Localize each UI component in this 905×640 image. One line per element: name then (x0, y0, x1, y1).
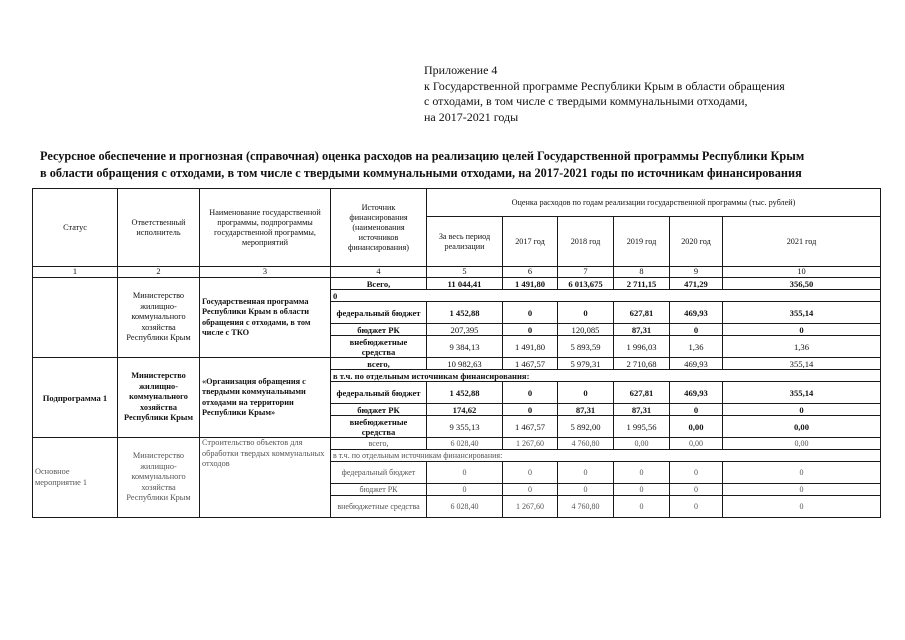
value-cell: 0,00 (670, 438, 723, 450)
value-cell: 9 384,13 (427, 336, 503, 358)
source-cell: бюджет РК (331, 404, 427, 416)
value-cell: 1 452,88 (427, 382, 503, 404)
value-cell: 120,085 (558, 324, 614, 336)
value-cell: 207,395 (427, 324, 503, 336)
executor-cell: Министерство жилищно-коммунального хозяйства Республики Крым (118, 438, 200, 518)
value-cell: 1 467,57 (503, 358, 558, 370)
value-cell: 0,00 (670, 416, 723, 438)
value-cell: 1 267,60 (503, 438, 558, 450)
source-cell: федеральный бюджет (331, 462, 427, 484)
source-cell: бюджет РК (331, 484, 427, 496)
value-cell: 0 (614, 462, 670, 484)
appendix-line: с отходами, в том числе с твердыми коммунальными отходами, (424, 94, 748, 108)
value-cell: 1 491,80 (503, 336, 558, 358)
value-cell: 5 979,31 (558, 358, 614, 370)
value-cell: 469,93 (670, 358, 723, 370)
value-cell: 356,50 (723, 278, 881, 290)
value-cell: 87,31 (558, 404, 614, 416)
value-cell: 1,36 (670, 336, 723, 358)
value-cell: 0 (427, 484, 503, 496)
value-cell: 0 (558, 462, 614, 484)
value-cell: 627,81 (614, 382, 670, 404)
value-cell: 0 (503, 324, 558, 336)
value-cell: 1 996,03 (614, 336, 670, 358)
value-cell: 174,62 (427, 404, 503, 416)
document-title (40, 148, 870, 182)
title-line: в области обращения с отходами, в том числе с твердыми коммунальными отходами, на 2017-2021 годы по источникам финансирования (40, 166, 802, 180)
value-cell: 87,31 (614, 324, 670, 336)
header-year: 2019 год (614, 217, 670, 267)
value-cell: 0 (614, 484, 670, 496)
source-cell: федеральный бюджет (331, 382, 427, 404)
value-cell: 1,36 (723, 336, 881, 358)
value-cell: 0 (723, 484, 881, 496)
column-number: 6 (503, 267, 558, 278)
value-cell: 355,14 (723, 302, 881, 324)
column-number: 3 (200, 267, 331, 278)
value-cell: 1 267,60 (503, 496, 558, 518)
column-number: 8 (614, 267, 670, 278)
column-number: 2 (118, 267, 200, 278)
executor-cell: Министерство жилищно-коммунального хозяйства Республики Крым (118, 358, 200, 438)
value-cell: 0,00 (723, 438, 881, 450)
value-cell: 0 (723, 404, 881, 416)
including-row: 0 (331, 290, 881, 302)
header-year: 2017 год (503, 217, 558, 267)
value-cell: 6 013,675 (558, 278, 614, 290)
value-cell: 2 710,68 (614, 358, 670, 370)
column-number: 7 (558, 267, 614, 278)
value-cell: 0 (558, 382, 614, 404)
source-cell: внебюджетные средства (331, 416, 427, 438)
value-cell: 469,93 (670, 382, 723, 404)
budget-table (32, 188, 881, 518)
value-cell: 2 711,15 (614, 278, 670, 290)
source-cell: Всего, (331, 278, 427, 290)
header-source: Источник финансирования (наименования источников финансирования) (331, 189, 427, 267)
value-cell: 4 760,80 (558, 438, 614, 450)
value-cell: 6 028,40 (427, 438, 503, 450)
value-cell: 0 (723, 496, 881, 518)
source-cell: бюджет РК (331, 324, 427, 336)
appendix-line: к Государственной программе Республики Крым в области обращения (424, 78, 785, 93)
appendix-line: Приложение 4 (424, 63, 498, 77)
program-cell: Государственная программа Республики Крым в области обращения с отходами, в том числе с ТКО (200, 278, 331, 358)
source-cell: всего, (331, 358, 427, 370)
header-year: 2020 год (670, 217, 723, 267)
appendix-line: на 2017-2021 годы (424, 109, 519, 124)
header-program: Наименование государственной программы, подпрограммы государственной программы, мероприятий (200, 189, 331, 267)
value-cell: 5 892,00 (558, 416, 614, 438)
value-cell: 1 452,88 (427, 302, 503, 324)
status-cell: Основное мероприятие 1 (33, 438, 118, 518)
value-cell: 469,93 (670, 302, 723, 324)
value-cell: 9 355,13 (427, 416, 503, 438)
value-cell: 0 (503, 302, 558, 324)
value-cell: 0 (503, 484, 558, 496)
value-cell: 0 (614, 496, 670, 518)
header-year: 2018 год (558, 217, 614, 267)
value-cell: 0 (558, 302, 614, 324)
value-cell: 0 (723, 462, 881, 484)
source-cell: внебюджетные средства (331, 336, 427, 358)
column-number: 1 (33, 267, 118, 278)
value-cell: 0 (723, 324, 881, 336)
value-cell: 0 (670, 324, 723, 336)
column-number: 4 (331, 267, 427, 278)
value-cell: 1 467,57 (503, 416, 558, 438)
including-row: в т.ч. по отдельным источникам финансирования: (331, 370, 881, 382)
value-cell: 355,14 (723, 382, 881, 404)
value-cell: 1 491,80 (503, 278, 558, 290)
appendix-header (424, 63, 785, 125)
value-cell: 1 995,56 (614, 416, 670, 438)
value-cell: 471,29 (670, 278, 723, 290)
header-estimate: Оценка расходов по годам реализации государственной программы (тыс. рублей) (427, 189, 881, 217)
header-executor: Ответственный исполнитель (118, 189, 200, 267)
value-cell: 0 (670, 496, 723, 518)
status-cell: Подпрограмма 1 (33, 358, 118, 438)
program-cell: «Организация обращения с твердыми коммунальными отходами на территории Республики Крым» (200, 358, 331, 438)
value-cell: 0 (503, 462, 558, 484)
status-cell (33, 278, 118, 358)
source-cell: внебюджетные средства (331, 496, 427, 518)
header-year: 2021 год (723, 217, 881, 267)
value-cell: 0 (503, 382, 558, 404)
value-cell: 0 (427, 462, 503, 484)
value-cell: 11 044,41 (427, 278, 503, 290)
value-cell: 355,14 (723, 358, 881, 370)
value-cell: 627,81 (614, 302, 670, 324)
title-line: Ресурсное обеспечение и прогнозная (справочная) оценка расходов на реализацию целей Государственной программы Республики Крым (40, 149, 805, 163)
header-total-period: За весь период реализации (427, 217, 503, 267)
value-cell: 0,00 (614, 438, 670, 450)
value-cell: 0,00 (723, 416, 881, 438)
column-number: 5 (427, 267, 503, 278)
column-number: 10 (723, 267, 881, 278)
value-cell: 10 982,63 (427, 358, 503, 370)
header-status: Статус (33, 189, 118, 267)
including-row: в т.ч. по отдельным источникам финансирования: (331, 450, 881, 462)
source-cell: федеральный бюджет (331, 302, 427, 324)
value-cell: 4 760,80 (558, 496, 614, 518)
value-cell: 0 (670, 404, 723, 416)
column-number: 9 (670, 267, 723, 278)
program-cell: Строительство объектов для обработки твердых коммунальных отходов (200, 438, 331, 518)
value-cell: 0 (670, 462, 723, 484)
value-cell: 0 (670, 484, 723, 496)
executor-cell: Министерство жилищно-коммунального хозяйства Республики Крым (118, 278, 200, 358)
value-cell: 6 028,40 (427, 496, 503, 518)
value-cell: 87,31 (614, 404, 670, 416)
value-cell: 0 (503, 404, 558, 416)
source-cell: всего, (331, 438, 427, 450)
value-cell: 0 (558, 484, 614, 496)
value-cell: 5 893,59 (558, 336, 614, 358)
